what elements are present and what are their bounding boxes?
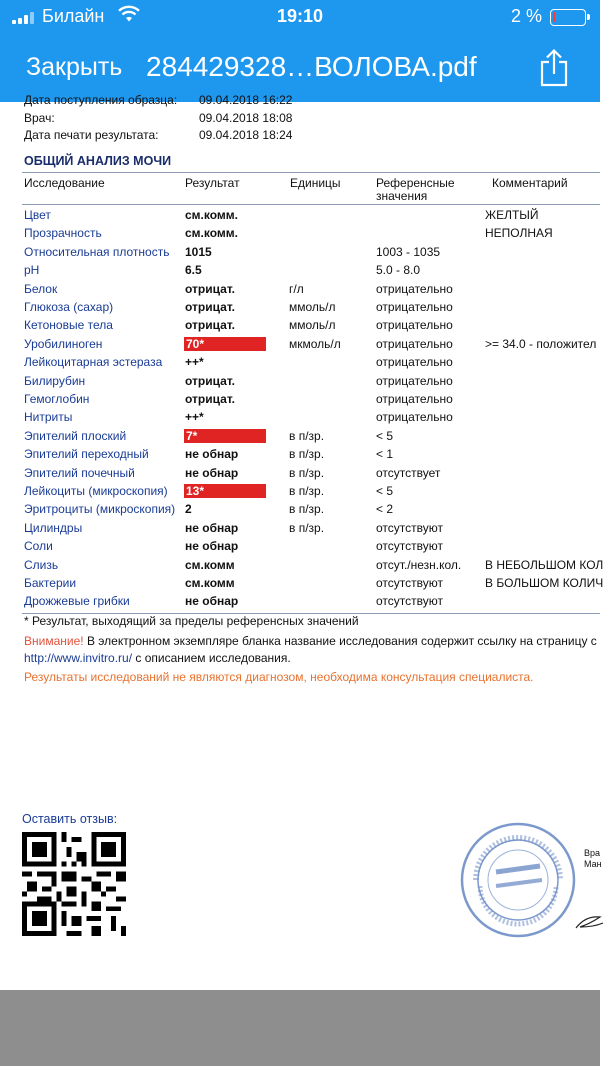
attention-note: Внимание! В электронном экземпляре бланка название исследования содержит ссылку на страницу с [24, 634, 597, 648]
column-header-unit: Единицы [290, 176, 341, 190]
test-reference: отрицательно [376, 373, 453, 388]
test-result: см.комм [185, 557, 235, 572]
divider [22, 172, 600, 173]
test-reference: отсутствуют [376, 576, 443, 590]
test-result: не обнар [185, 539, 239, 554]
table-row [0, 316, 600, 334]
test-comment: В БОЛЬШОМ КОЛИЧ [485, 576, 604, 590]
table-row [0, 372, 600, 390]
test-result: отрицат. [185, 392, 235, 406]
bottom-area [0, 990, 600, 1066]
test-result: не обнар [185, 594, 239, 609]
test-name[interactable]: Цвет [24, 208, 51, 222]
test-result: не обнар [185, 520, 239, 535]
table-row [0, 427, 600, 445]
test-name[interactable]: pH [24, 263, 40, 278]
test-name[interactable]: Гемоглобин [24, 392, 90, 406]
meta-row: Врач: 09.04.2018 18:08 [24, 111, 293, 125]
test-result: не обнар [185, 447, 239, 462]
document-title: 284429328…ВОЛОВА.pdf [146, 51, 477, 82]
feedback-label: Оставить отзыв: [22, 812, 118, 826]
test-reference: отрицательно [376, 281, 453, 296]
table-row [0, 280, 600, 298]
signature [574, 908, 604, 932]
test-result: ++* [185, 355, 204, 370]
test-unit: в п/зр. [289, 447, 325, 462]
test-unit: мкмоль/л [289, 336, 341, 351]
test-reference: отсут./незн.кол. [376, 557, 462, 572]
test-result: 2 [185, 502, 192, 517]
table-row [0, 298, 600, 316]
disclaimer: Результаты исследований не являются диагнозом, необходима консультация специалиста. [24, 670, 534, 684]
test-name[interactable]: Белок [24, 281, 58, 296]
test-name[interactable]: Соли [24, 539, 53, 554]
test-result: не обнар [185, 465, 239, 480]
test-unit: ммоль/л [289, 300, 336, 314]
test-reference: < 1 [376, 447, 394, 462]
test-unit: в п/зр. [289, 465, 325, 480]
test-result: отрицат. [185, 318, 235, 333]
table-row [0, 537, 600, 555]
test-reference: отсутствует [376, 465, 441, 480]
table-row [0, 335, 600, 353]
test-result: 6.5 [185, 263, 202, 278]
table-row [0, 353, 600, 371]
link-note: http://www.invitro.ru/ с описанием исследования. [24, 651, 291, 665]
test-reference: 1003 - 1035 [376, 244, 441, 259]
test-unit: в п/зр. [289, 428, 325, 443]
test-unit: ммоль/л [289, 318, 336, 333]
top-bar [0, 0, 600, 102]
footnote: * Результат, выходящий за пределы референсных значений [24, 614, 359, 628]
test-result: ++* [185, 410, 204, 425]
test-name[interactable]: Слизь [24, 557, 59, 572]
test-result: 70* [184, 337, 266, 351]
test-unit: в п/зр. [289, 502, 325, 517]
test-name[interactable]: Относительная плотность [24, 244, 170, 259]
meta-row: Дата печати результата: 09.04.2018 18:24 [24, 128, 293, 142]
qr-code[interactable] [22, 832, 126, 936]
test-reference: отрицательно [376, 318, 453, 333]
test-name[interactable]: Эритроциты (микроскопия) [24, 502, 176, 517]
test-comment: В НЕБОЛЬШОМ КОЛ [485, 557, 604, 572]
column-header-comment: Комментарий [492, 176, 568, 190]
test-reference: < 5 [376, 428, 394, 443]
column-header-name: Исследование [24, 176, 105, 190]
test-reference: 5.0 - 8.0 [376, 263, 421, 278]
test-name[interactable]: Дрожжевые грибки [24, 594, 130, 609]
test-reference: отрицательно [376, 355, 453, 370]
test-reference: отсутствуют [376, 594, 443, 609]
test-unit: в п/зр. [289, 520, 325, 535]
clock: 19:10 [276, 6, 324, 26]
share-icon[interactable] [538, 48, 570, 88]
test-name[interactable]: Лейкоцитарная эстераза [24, 355, 163, 370]
test-name[interactable]: Нитриты [24, 410, 73, 425]
test-result: см.комм [185, 576, 235, 590]
status-bar [0, 0, 600, 34]
divider [22, 204, 600, 205]
table-row [0, 464, 600, 482]
test-result: см.комм. [185, 208, 238, 222]
table-row [0, 556, 604, 574]
test-reference: отсутствуют [376, 539, 443, 554]
column-header-result: Результат [185, 176, 240, 190]
side-text: Ман [584, 859, 602, 869]
pdf-document[interactable] [0, 93, 604, 990]
test-name[interactable]: Цилиндры [24, 520, 83, 535]
battery-percent: 2 % [510, 6, 542, 26]
test-name[interactable]: Кетоновые тела [24, 318, 113, 333]
battery-icon [550, 9, 586, 26]
test-result: 13* [184, 484, 266, 498]
table-row [0, 206, 600, 224]
table-row [0, 408, 600, 426]
table-header [0, 177, 600, 207]
table-row [0, 592, 600, 610]
test-reference: отрицательно [376, 300, 453, 314]
test-comment: НЕПОЛНАЯ [485, 226, 553, 241]
test-reference: отрицательно [376, 336, 453, 351]
test-result: отрицат. [185, 300, 235, 314]
section-title: ОБЩИЙ АНАЛИЗ МОЧИ [24, 154, 172, 168]
test-comment: ЖЕЛТЫЙ [485, 208, 539, 222]
close-button[interactable]: Закрыть [26, 53, 123, 81]
test-reference: < 5 [376, 484, 394, 498]
test-name[interactable]: Глюкоза (сахар) [24, 300, 114, 314]
test-reference: отсутствуют [376, 520, 443, 535]
test-name[interactable]: Бактерии [24, 576, 77, 590]
test-comment: >= 34.0 - положител [485, 336, 597, 351]
test-name[interactable]: Эпителий переходный [24, 447, 149, 462]
test-name[interactable]: Эпителий плоский [24, 428, 127, 443]
laboratory-stamp [458, 820, 578, 940]
test-name[interactable]: Билирубин [24, 373, 86, 388]
invitro-link[interactable]: http://www.invitro.ru/ [24, 651, 133, 665]
test-result: отрицат. [185, 281, 235, 296]
test-result: 7* [184, 429, 266, 443]
test-name[interactable]: Уробилиноген [24, 336, 103, 351]
test-result: см.комм. [185, 226, 238, 241]
table-row [0, 500, 600, 518]
test-reference: отрицательно [376, 392, 453, 406]
test-name[interactable]: Лейкоциты (микроскопия) [24, 484, 168, 498]
carrier-name: Билайн [42, 6, 105, 26]
table-row [0, 224, 600, 242]
table-row [0, 445, 600, 463]
test-reference: отрицательно [376, 410, 453, 425]
table-row [0, 519, 600, 537]
test-name[interactable]: Прозрачность [24, 226, 102, 241]
test-reference: < 2 [376, 502, 394, 517]
test-name[interactable]: Эпителий почечный [24, 465, 135, 480]
table-row [0, 243, 600, 261]
table-row [0, 390, 600, 408]
test-unit: г/л [289, 281, 304, 296]
test-result: отрицат. [185, 373, 235, 388]
table-row [0, 574, 604, 592]
meta-row: Дата поступления образца: 09.04.2018 16:22 [24, 93, 293, 107]
test-unit: в п/зр. [289, 484, 325, 498]
table-row [0, 261, 600, 279]
side-text: Вра [584, 848, 601, 858]
column-header-reference: Референсные значения [376, 176, 455, 203]
table-row [0, 482, 600, 500]
test-result: 1015 [185, 244, 212, 259]
